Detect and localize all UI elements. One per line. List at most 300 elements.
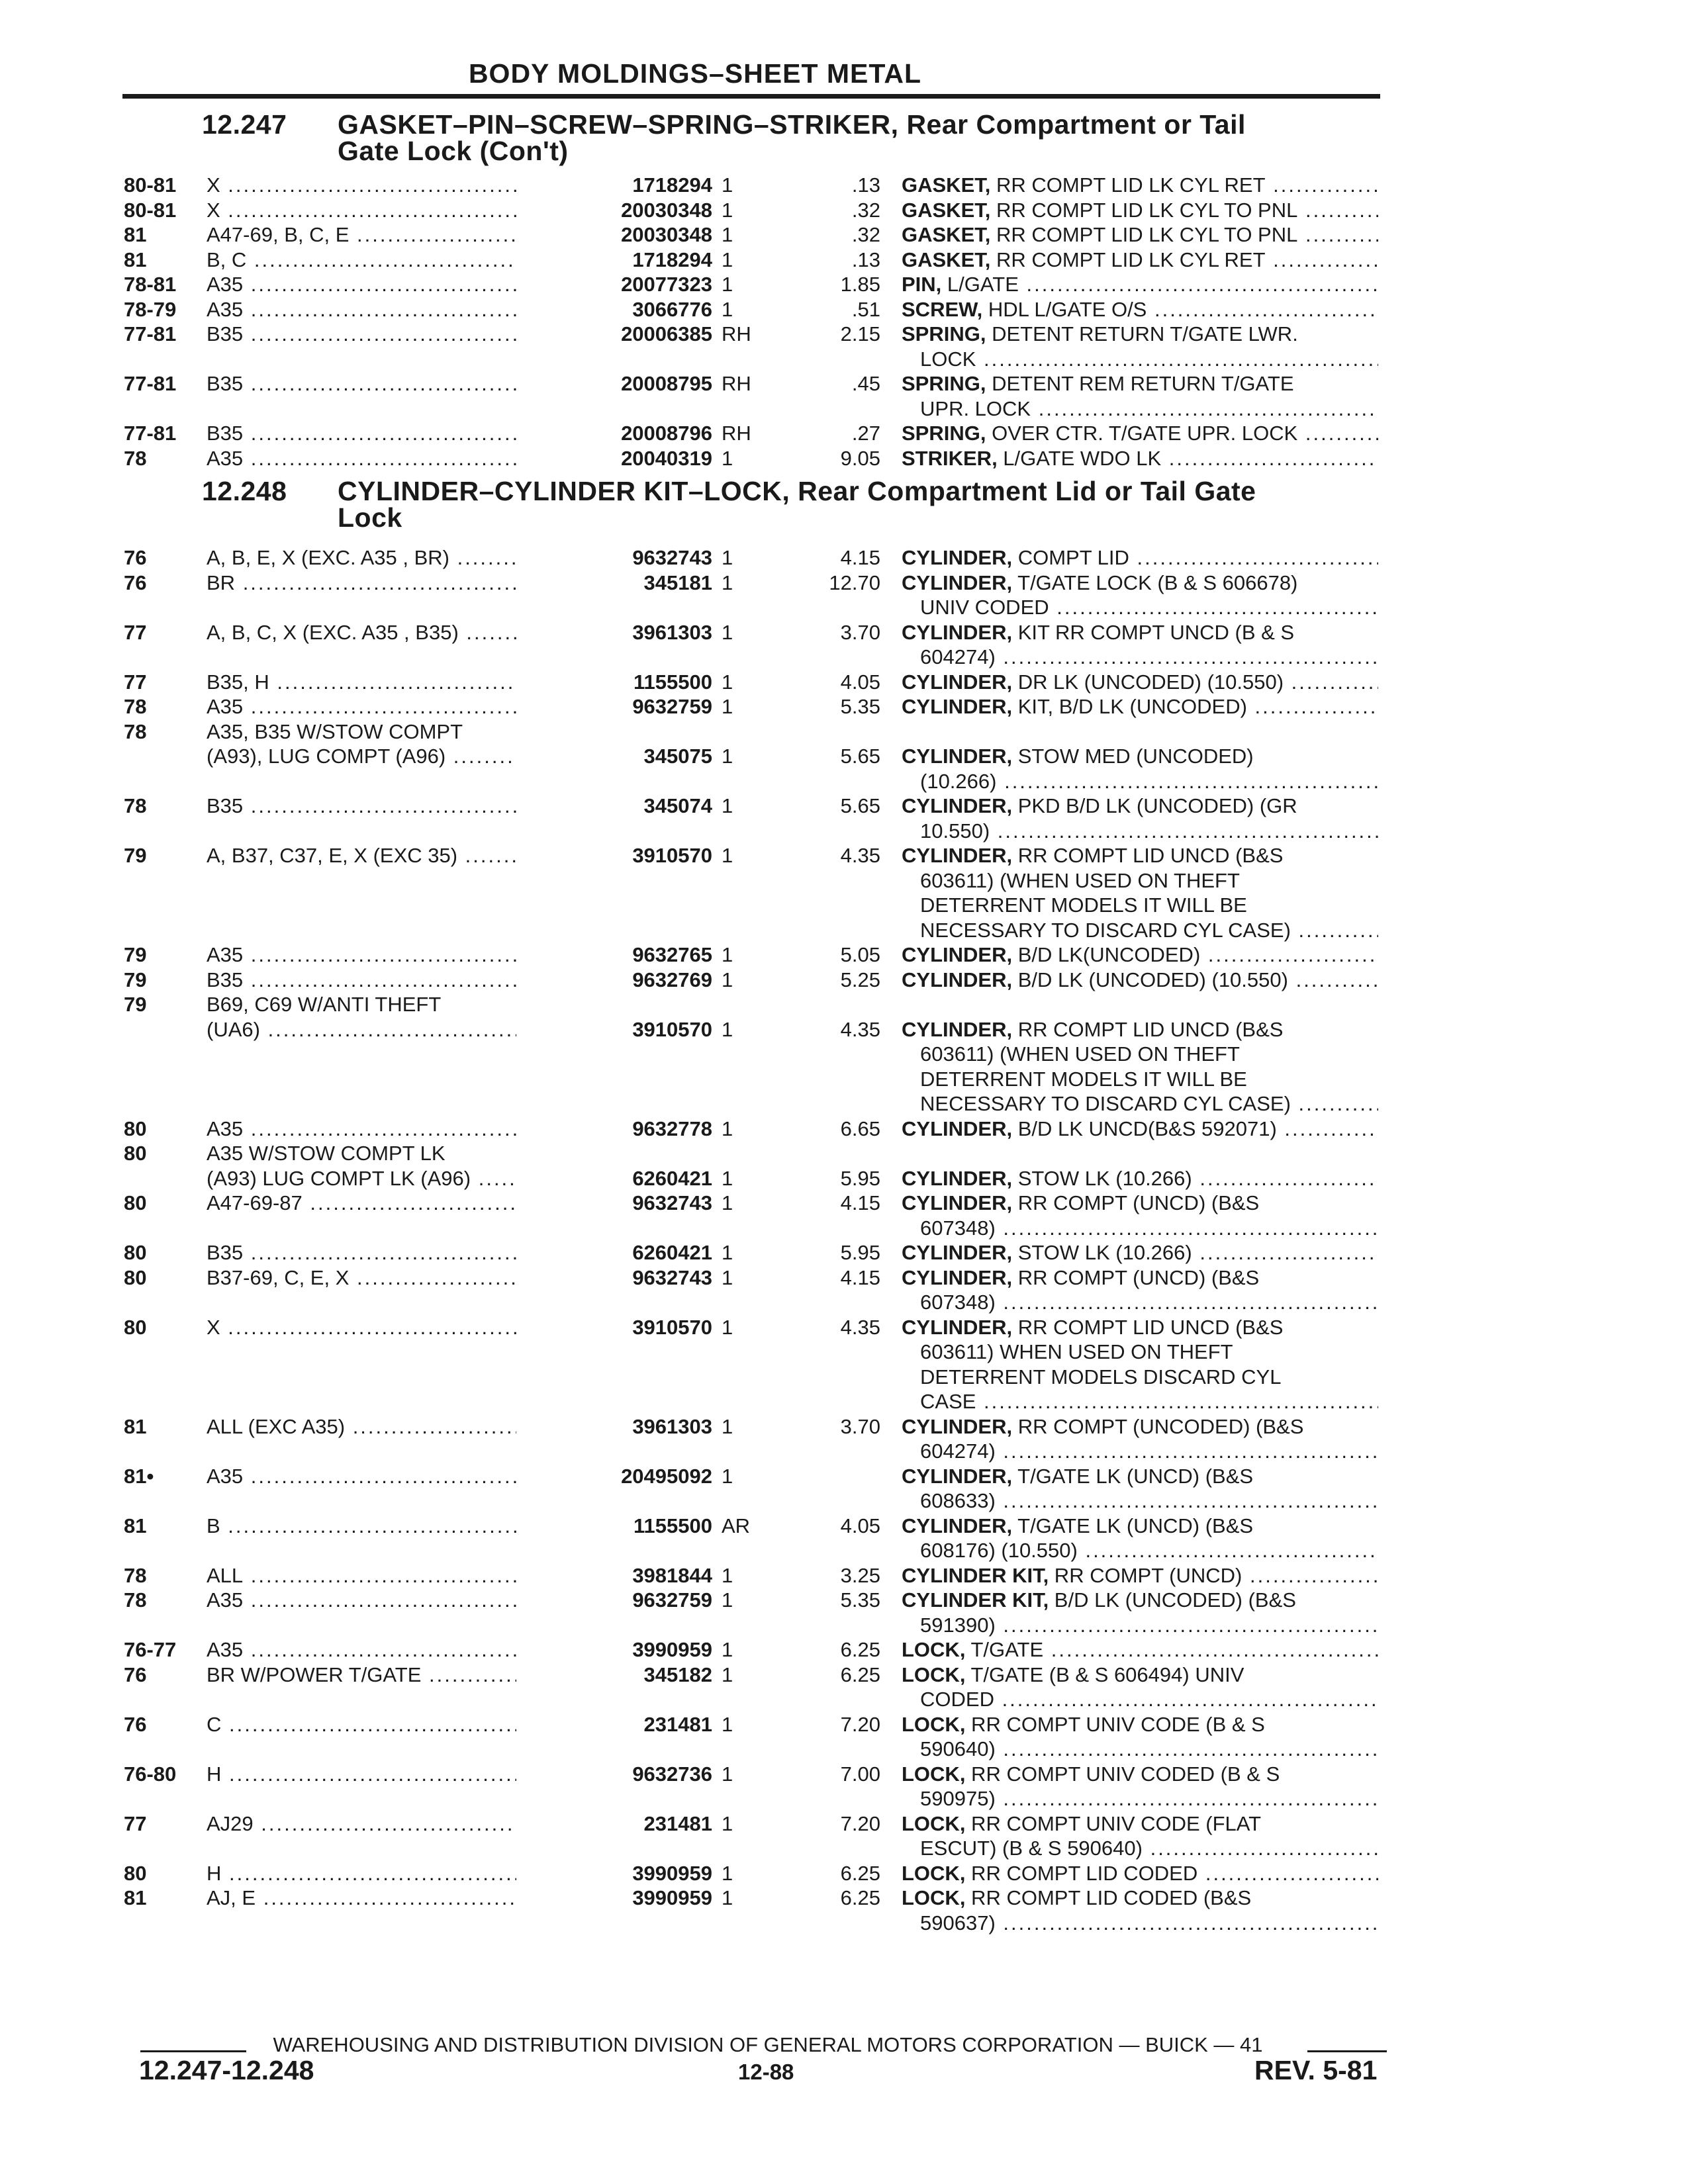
- model-cell: A35 .....: [207, 447, 571, 471]
- part-number-cell: 3990959: [516, 1886, 712, 1910]
- quantity-cell: 1: [722, 273, 733, 296]
- description-text: STOW MED (UNCODED): [1012, 745, 1254, 768]
- table-row-continuation: [0, 819, 1688, 846]
- quantity-cell: 1: [722, 546, 733, 569]
- price-cell: .45: [851, 372, 880, 395]
- description-cell: [902, 1018, 1378, 1042]
- table-row-continuation: [0, 1911, 1688, 1938]
- price-cell: 5.25: [840, 968, 880, 991]
- price-cell: 7.20: [840, 1712, 880, 1736]
- year-cell: 78: [124, 695, 147, 718]
- model-cell: A, B, E, X (EXC. A35 , BR) .....: [207, 546, 571, 570]
- quantity-cell: 1: [722, 1116, 733, 1140]
- description-cell: [902, 1191, 1378, 1215]
- description-keyword: CYLINDER,: [902, 943, 1013, 966]
- part-number-cell: 20495092: [516, 1465, 712, 1488]
- table-row-continuation: [0, 1737, 1688, 1764]
- part-number-cell: 20006385: [516, 322, 712, 346]
- description-keyword: CYLINDER KIT,: [902, 1588, 1049, 1612]
- part-number-cell: 1718294: [516, 248, 712, 272]
- description-cell: [902, 621, 1378, 645]
- price-cell: 5.65: [840, 794, 880, 817]
- year-cell: 79: [124, 993, 147, 1016]
- part-number-cell: 3066776: [516, 298, 712, 322]
- description-cell: [902, 1713, 1378, 1737]
- table-row: [0, 1316, 1688, 1342]
- description-continuation: 10.550) .....: [920, 819, 1378, 843]
- table-row-continuation: [0, 1837, 1688, 1863]
- table-row: [0, 670, 1688, 697]
- description-keyword: LOCK,: [902, 1638, 966, 1661]
- year-cell: 81: [124, 223, 147, 246]
- section-number: 12.247: [202, 109, 287, 140]
- description-continuation: UPR. LOCK .....: [920, 397, 1378, 421]
- price-cell: 2.15: [840, 322, 880, 345]
- description-cell: [902, 670, 1378, 694]
- description-keyword: CYLINDER,: [902, 968, 1013, 991]
- description-keyword: STRIKER,: [902, 446, 998, 470]
- table-row-continuation: [0, 1787, 1688, 1813]
- model-cell: B35 .....: [207, 322, 571, 346]
- description-keyword: CYLINDER,: [902, 1241, 1013, 1264]
- description-cell: [902, 322, 1378, 346]
- description-continuation: CASE .....: [920, 1390, 1378, 1414]
- table-row: [0, 794, 1688, 821]
- description-keyword: SPRING,: [902, 322, 986, 345]
- quantity-cell: 1: [722, 1166, 733, 1190]
- description-continuation: 591390) .....: [920, 1614, 1378, 1637]
- quantity-cell: 1: [722, 1191, 733, 1214]
- description-cell: [902, 199, 1378, 222]
- description-text: DETENT REM RETURN T/GATE: [986, 372, 1294, 395]
- table-row-continuation: [0, 1340, 1688, 1367]
- price-cell: .27: [851, 422, 880, 445]
- quantity-cell: 1: [722, 844, 733, 867]
- description-text: DR LK (UNCODED) (10.550): [1012, 670, 1284, 694]
- model-cell: (UA6) .....: [207, 1018, 571, 1042]
- year-cell: 79: [124, 844, 147, 867]
- description-cell: [902, 546, 1378, 570]
- model-cell: (A93) LUG COMPT LK (A96) .....: [207, 1167, 571, 1191]
- year-cell: 76: [124, 1662, 147, 1686]
- table-row: [0, 1564, 1688, 1590]
- table-row-continuation: [0, 1092, 1688, 1118]
- model-cell: A35 .....: [207, 1117, 571, 1141]
- description-keyword: GASKET,: [902, 173, 991, 197]
- description-cell: [902, 223, 1378, 247]
- description-keyword: CYLINDER,: [902, 570, 1013, 594]
- description-text: RR COMPT LID UNCD (B&S: [1012, 1017, 1284, 1041]
- year-cell: 77-81: [124, 422, 177, 445]
- price-cell: 3.25: [840, 1563, 880, 1587]
- description-continuation: ESCUT) (B & S 590640) .....: [920, 1837, 1378, 1860]
- description-text: STOW LK (10.266): [1012, 1241, 1192, 1264]
- price-cell: 5.65: [840, 745, 880, 768]
- price-cell: .13: [851, 248, 880, 271]
- table-row-continuation: [0, 596, 1688, 622]
- description-cell: [902, 1638, 1378, 1662]
- model-cell: H .....: [207, 1762, 571, 1786]
- description-keyword: CYLINDER,: [902, 1414, 1013, 1438]
- price-cell: 5.35: [840, 1588, 880, 1612]
- model-cell: ALL (EXC A35) .....: [207, 1415, 571, 1439]
- year-cell: 76: [124, 570, 147, 594]
- table-row-continuation: [0, 1439, 1688, 1466]
- footer-revision: REV. 5-81: [1254, 2055, 1378, 2085]
- table-row-continuation: [0, 869, 1688, 895]
- description-keyword: SCREW,: [902, 297, 983, 321]
- price-cell: 4.15: [840, 1191, 880, 1214]
- description-text: B/D LK (UNCODED) (10.550): [1012, 968, 1288, 991]
- year-cell: 80: [124, 1142, 147, 1165]
- price-cell: 7.00: [840, 1762, 880, 1786]
- description-keyword: CYLINDER,: [902, 1315, 1013, 1339]
- description-continuation: DETERRENT MODELS DISCARD CYL: [920, 1365, 1282, 1388]
- part-number-cell: 3961303: [516, 621, 712, 645]
- description-cell: [902, 1886, 1378, 1910]
- description-cell: [902, 1266, 1378, 1290]
- table-row: [0, 1266, 1688, 1293]
- description-cell: [902, 1167, 1378, 1191]
- year-cell: 80: [124, 1241, 147, 1264]
- description-keyword: GASKET,: [902, 198, 991, 222]
- description-continuation: 590975) .....: [920, 1787, 1378, 1811]
- description-continuation: DETERRENT MODELS IT WILL BE: [920, 893, 1247, 917]
- description-keyword: CYLINDER,: [902, 1116, 1013, 1140]
- model-cell: BR .....: [207, 571, 571, 595]
- description-keyword: CYLINDER,: [902, 1265, 1013, 1289]
- quantity-cell: 1: [722, 1762, 733, 1786]
- description-continuation: 604274) .....: [920, 1439, 1378, 1463]
- description-text: RR COMPT (UNCD): [1049, 1563, 1243, 1587]
- table-row: [0, 695, 1688, 721]
- year-cell: 81: [124, 1414, 147, 1438]
- quantity-cell: 1: [722, 1265, 733, 1289]
- description-text: RR COMPT UNIV CODE (FLAT: [965, 1811, 1262, 1835]
- description-keyword: CYLINDER,: [902, 620, 1013, 644]
- description-cell: [902, 248, 1378, 272]
- quantity-cell: 1: [722, 173, 733, 197]
- price-cell: 4.05: [840, 1514, 880, 1537]
- section-title: GASKET–PIN–SCREW–SPRING–STRIKER, Rear Compartment or Tail: [338, 109, 1246, 140]
- table-row: [0, 1167, 1688, 1193]
- quantity-cell: 1: [722, 943, 733, 966]
- year-cell: 76-80: [124, 1762, 177, 1786]
- table-row: [0, 1588, 1688, 1615]
- section-heading: [202, 111, 1246, 164]
- table-row: [0, 1018, 1688, 1044]
- description-keyword: LOCK,: [902, 1762, 966, 1786]
- description-text: RR COMPT LID CODED (B&S: [965, 1886, 1252, 1909]
- part-number-cell: 9632759: [516, 1588, 712, 1612]
- quantity-cell: 1: [722, 670, 733, 694]
- year-cell: 78: [124, 794, 147, 817]
- description-text: STOW LK (10.266): [1012, 1166, 1192, 1190]
- table-row-continuation: [0, 1291, 1688, 1317]
- table-row: [0, 1117, 1688, 1144]
- table-row: [0, 223, 1688, 250]
- table-row-continuation: [0, 1216, 1688, 1243]
- table-row: [0, 844, 1688, 870]
- model-cell: B69, C69 W/ANTI THEFT: [207, 993, 442, 1016]
- quantity-cell: 1: [722, 1464, 733, 1488]
- year-cell: 78: [124, 1588, 147, 1612]
- model-cell: B35 .....: [207, 968, 571, 992]
- description-keyword: CYLINDER,: [902, 1166, 1013, 1190]
- table-row: [0, 422, 1688, 448]
- part-number-cell: 20008795: [516, 372, 712, 396]
- page-title: BODY MOLDINGS–SHEET METAL: [468, 58, 922, 89]
- description-text: T/GATE: [965, 1638, 1044, 1661]
- part-number-cell: 345074: [516, 794, 712, 818]
- part-number-cell: 9632743: [516, 1266, 712, 1290]
- quantity-cell: 1: [722, 198, 733, 222]
- model-cell: A, B, C, X (EXC. A35 , B35) .....: [207, 621, 571, 645]
- quantity-cell: RH: [722, 422, 751, 445]
- table-row-continuation: [0, 893, 1688, 920]
- year-cell: 77: [124, 670, 147, 694]
- description-text: RR COMPT LID UNCD (B&S: [1012, 1315, 1284, 1339]
- description-continuation: CODED .....: [920, 1688, 1378, 1711]
- quantity-cell: 1: [722, 794, 733, 817]
- table-row-continuation: [0, 1614, 1688, 1640]
- model-cell: A35 W/STOW COMPT LK: [207, 1142, 445, 1165]
- description-text: RR COMPT (UNCD) (B&S: [1012, 1191, 1260, 1214]
- section-heading: [202, 478, 1256, 531]
- price-cell: 6.65: [840, 1116, 880, 1140]
- quantity-cell: 1: [722, 1563, 733, 1587]
- table-row-continuation: [0, 1489, 1688, 1516]
- description-text: PKD B/D LK (UNCODED) (GR: [1012, 794, 1297, 817]
- model-cell: A35 .....: [207, 1465, 571, 1488]
- description-cell: [902, 447, 1378, 471]
- quantity-cell: 1: [722, 1861, 733, 1885]
- quantity-cell: RH: [722, 372, 751, 395]
- table-row: [0, 571, 1688, 598]
- model-cell: A47-69-87 .....: [207, 1191, 571, 1215]
- description-cell: [902, 372, 1378, 396]
- model-cell: A35 .....: [207, 273, 571, 296]
- description-text: KIT, B/D LK (UNCODED): [1012, 695, 1247, 718]
- price-cell: .13: [851, 173, 880, 197]
- table-row: [0, 546, 1688, 572]
- description-continuation: 607348) .....: [920, 1216, 1378, 1240]
- model-cell: (A93), LUG COMPT (A96) .....: [207, 745, 571, 768]
- part-number-cell: 3961303: [516, 1415, 712, 1439]
- description-keyword: LOCK,: [902, 1886, 966, 1909]
- year-cell: 80: [124, 1265, 147, 1289]
- description-cell: [902, 298, 1378, 322]
- description-cell: [902, 1415, 1378, 1439]
- title-rule: [122, 94, 1380, 99]
- year-cell: 77-81: [124, 322, 177, 345]
- section-title: CYLINDER–CYLINDER KIT–LOCK, Rear Compartment Lid or Tail Gate: [338, 476, 1256, 506]
- year-cell: 78: [124, 719, 147, 743]
- part-number-cell: 345182: [516, 1663, 712, 1687]
- part-number-cell: 9632743: [516, 1191, 712, 1215]
- quantity-cell: 1: [722, 446, 733, 470]
- description-text: KIT RR COMPT UNCD (B & S: [1012, 620, 1295, 644]
- table-row: [0, 745, 1688, 771]
- part-number-cell: 231481: [516, 1812, 712, 1836]
- model-cell: X .....: [207, 173, 571, 197]
- table-row: [0, 943, 1688, 970]
- model-cell: ALL .....: [207, 1564, 571, 1588]
- quantity-cell: 1: [722, 620, 733, 644]
- table-row: [0, 1886, 1688, 1913]
- quantity-cell: 1: [722, 1712, 733, 1736]
- description-continuation: LOCK .....: [920, 347, 1378, 371]
- description-cell: [902, 422, 1378, 445]
- quantity-cell: 1: [722, 1662, 733, 1686]
- table-row: [0, 1142, 1688, 1168]
- table-row: [0, 1812, 1688, 1839]
- table-row-continuation: [0, 1068, 1688, 1094]
- table-row: [0, 1713, 1688, 1739]
- model-cell: AJ, E .....: [207, 1886, 571, 1910]
- quantity-cell: 1: [722, 745, 733, 768]
- price-cell: 4.35: [840, 1017, 880, 1041]
- table-row-continuation: [0, 397, 1688, 424]
- description-keyword: CYLINDER KIT,: [902, 1563, 1049, 1587]
- table-row: [0, 1638, 1688, 1664]
- description-cell: [902, 1588, 1378, 1612]
- description-cell: [902, 1514, 1378, 1538]
- price-cell: .32: [851, 223, 880, 246]
- table-row: [0, 1514, 1688, 1541]
- footer-page-code: 12-88: [738, 2060, 794, 2084]
- description-text: RR COMPT LID LK CYL RET: [990, 173, 1266, 197]
- table-row-continuation: [0, 770, 1688, 796]
- quantity-cell: RH: [722, 322, 751, 345]
- description-text: RR COMPT (UNCODED) (B&S: [1012, 1414, 1304, 1438]
- part-number-cell: 9632759: [516, 695, 712, 719]
- description-cell: [902, 1862, 1378, 1886]
- description-text: L/GATE WDO LK: [997, 446, 1162, 470]
- model-cell: A35, B35 W/STOW COMPT: [207, 719, 463, 743]
- description-text: OVER CTR. T/GATE UPR. LOCK: [986, 422, 1298, 445]
- price-cell: 4.05: [840, 670, 880, 694]
- part-number-cell: 3910570: [516, 1018, 712, 1042]
- table-row: [0, 273, 1688, 299]
- year-cell: 77: [124, 1811, 147, 1835]
- description-keyword: SPRING,: [902, 422, 986, 445]
- description-continuation: (10.266) .....: [920, 770, 1378, 794]
- price-cell: 6.25: [840, 1662, 880, 1686]
- description-keyword: CYLINDER,: [902, 695, 1013, 718]
- table-row: [0, 968, 1688, 995]
- model-cell: A35 .....: [207, 695, 571, 719]
- part-number-cell: 1718294: [516, 173, 712, 197]
- description-text: B/D LK(UNCODED): [1012, 943, 1201, 966]
- quantity-cell: 1: [722, 223, 733, 246]
- description-keyword: CYLINDER,: [902, 1017, 1013, 1041]
- quantity-cell: 1: [722, 695, 733, 718]
- description-text: RR COMPT LID LK CYL TO PNL: [990, 198, 1298, 222]
- part-number-cell: 3990959: [516, 1862, 712, 1886]
- table-row: [0, 1415, 1688, 1441]
- table-row: [0, 173, 1688, 200]
- year-cell: 76: [124, 1712, 147, 1736]
- description-text: RR COMPT LID LK CYL TO PNL: [990, 223, 1298, 246]
- description-keyword: LOCK,: [902, 1712, 966, 1736]
- table-row: [0, 720, 1688, 747]
- description-keyword: CYLINDER,: [902, 794, 1013, 817]
- table-row: [0, 199, 1688, 225]
- footer-division-line: WAREHOUSING AND DISTRIBUTION DIVISION OF GENERAL MOTORS CORPORATION — BUICK — 41: [273, 2033, 1263, 2056]
- quantity-cell: 1: [722, 1315, 733, 1339]
- year-cell: 81: [124, 1886, 147, 1909]
- part-number-cell: 3910570: [516, 844, 712, 868]
- section-title-continued: Gate Lock (Con't): [338, 136, 569, 166]
- description-text: COMPT LID: [1012, 546, 1129, 569]
- price-cell: 4.35: [840, 1315, 880, 1339]
- part-number-cell: 9632743: [516, 546, 712, 570]
- table-row: [0, 1465, 1688, 1491]
- year-cell: 81: [124, 248, 147, 271]
- quantity-cell: 1: [722, 297, 733, 321]
- description-continuation: 603611) (WHEN USED ON THEFT: [920, 868, 1240, 892]
- footer-section-range: 12.247-12.248: [139, 2055, 314, 2085]
- description-keyword: PIN,: [902, 273, 942, 296]
- part-number-cell: 3981844: [516, 1564, 712, 1588]
- year-cell: 76: [124, 546, 147, 569]
- table-row-continuation: [0, 919, 1688, 945]
- model-cell: BR W/POWER T/GATE .....: [207, 1663, 571, 1687]
- part-number-cell: 20030348: [516, 199, 712, 222]
- description-keyword: GASKET,: [902, 223, 991, 246]
- table-row: [0, 248, 1688, 275]
- part-number-cell: 20040319: [516, 447, 712, 471]
- price-cell: 12.70: [829, 570, 880, 594]
- part-number-cell: 6260421: [516, 1241, 712, 1265]
- price-cell: .32: [851, 198, 880, 222]
- table-row: [0, 447, 1688, 473]
- description-cell: [902, 1465, 1378, 1488]
- part-number-cell: 9632769: [516, 968, 712, 992]
- description-text: RR COMPT UNIV CODED (B & S: [965, 1762, 1280, 1786]
- model-cell: B, C .....: [207, 248, 571, 272]
- year-cell: 81•: [124, 1464, 154, 1488]
- description-continuation: NECESSARY TO DISCARD CYL CASE) .....: [920, 919, 1378, 942]
- part-number-cell: 3910570: [516, 1316, 712, 1340]
- description-keyword: CYLINDER,: [902, 1464, 1013, 1488]
- description-keyword: GASKET,: [902, 248, 991, 271]
- part-number-cell: 1155500: [516, 670, 712, 694]
- quantity-cell: 1: [722, 1638, 733, 1661]
- table-row: [0, 1663, 1688, 1690]
- description-text: T/GATE (B & S 606494) UNIV: [965, 1662, 1244, 1686]
- part-number-cell: 345181: [516, 571, 712, 595]
- model-cell: X .....: [207, 1316, 571, 1340]
- quantity-cell: AR: [722, 1514, 751, 1537]
- quantity-cell: 1: [722, 1886, 733, 1909]
- model-cell: A, B37, C37, E, X (EXC 35) .....: [207, 844, 571, 868]
- description-text: RR COMPT LID LK CYL RET: [990, 248, 1266, 271]
- description-keyword: CYLINDER,: [902, 1514, 1013, 1537]
- description-continuation: 603611) (WHEN USED ON THEFT: [920, 1042, 1240, 1066]
- table-row-continuation: [0, 1042, 1688, 1069]
- description-keyword: CYLINDER,: [902, 546, 1013, 569]
- part-number-cell: 6260421: [516, 1167, 712, 1191]
- description-continuation: 590637) .....: [920, 1911, 1378, 1935]
- price-cell: 6.25: [840, 1861, 880, 1885]
- model-cell: B35 .....: [207, 794, 571, 818]
- description-keyword: SPRING,: [902, 372, 986, 395]
- description-cell: [902, 844, 1378, 868]
- price-cell: 4.35: [840, 844, 880, 867]
- table-row: [0, 322, 1688, 349]
